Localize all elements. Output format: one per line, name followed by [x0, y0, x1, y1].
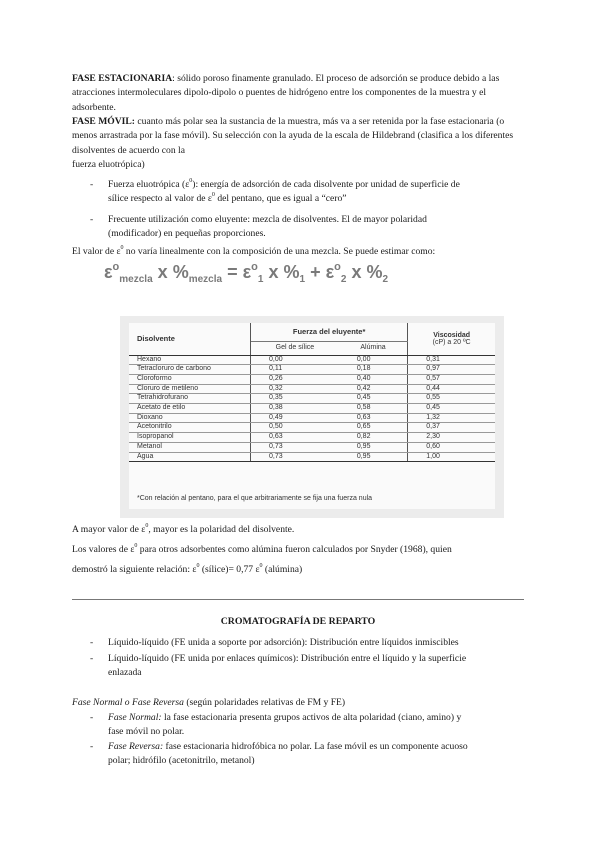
cell-value: 0,11 — [251, 365, 339, 375]
formula-sub: 1 — [257, 274, 264, 285]
formula-sub: 1 — [299, 274, 306, 285]
fase-estacionaria-label: FASE ESTACIONARIA — [72, 73, 173, 84]
valor-epsilon-line — [72, 245, 542, 259]
header-viscosidad — [408, 323, 495, 355]
text: (sílice)= 0,77 ε — [199, 564, 260, 575]
text: no varía linealmente con la composición de una mezcla. Se puede estimar como: — [123, 246, 436, 257]
cell-solvent: Metanol — [129, 442, 251, 452]
cell-value: 0,44 — [408, 384, 495, 394]
cell-solvent: Acetonitrilo — [129, 423, 251, 433]
fase-reversa-item — [108, 740, 528, 769]
reparto-item-2 — [108, 652, 526, 681]
cell-value: 0,58 — [339, 404, 408, 414]
cell-value: 0,45 — [339, 394, 408, 404]
fase-normal-item — [108, 711, 528, 740]
label-italic: Fase Reversa: — [108, 741, 164, 752]
cell-value: 0,65 — [339, 423, 408, 433]
bullet-dash: - — [90, 214, 94, 225]
cell-value: 0,35 — [251, 394, 339, 404]
header-fuerza: Fuerza del eluyente* — [251, 323, 408, 341]
heading-rest: (según polaridades relativas de FM y FE) — [186, 697, 346, 708]
superscript-zero: 0 — [196, 563, 200, 569]
table-row — [129, 413, 495, 423]
fase-movil-text-end: fuerza eluotrópica) — [72, 159, 145, 170]
bullet-fuerza-eluotropica — [108, 178, 526, 207]
text: para otros adsorbentes como alúmina fueron calculados por Snyder (1968), quien — [137, 544, 452, 555]
text: polar; hidrófilo (acetonitrilo, metanol) — [108, 755, 255, 767]
reparto-title: CROMATOGRAFÍA DE REPARTO — [220, 616, 376, 627]
formula-sub: mezcla — [188, 274, 223, 285]
cell-value: 0,95 — [339, 442, 408, 452]
formula-x: x — [157, 262, 168, 282]
superscript-zero: 0 — [120, 245, 124, 251]
mayor-valor-line — [72, 523, 524, 537]
cell-value: 0,42 — [339, 384, 408, 394]
formula-eps: ε — [242, 262, 252, 282]
fase-normal-reversa-heading — [72, 696, 524, 710]
table-row — [129, 433, 495, 443]
cell-value: 0,31 — [408, 355, 495, 365]
text: demostró la siguiente relación: ε — [72, 564, 197, 575]
bullet-text: sílice respecto al valor de ε — [108, 193, 212, 205]
superscript-zero: 0 — [211, 192, 215, 199]
formula-sup: o — [334, 261, 341, 273]
table-row — [129, 374, 495, 384]
formula-pct: % — [283, 262, 300, 282]
table-body — [129, 355, 495, 462]
cell-value: 0,38 — [251, 404, 339, 414]
cell-solvent: Cloruro de metileno — [129, 384, 251, 394]
cell-solvent: Agua — [129, 452, 251, 462]
text: Los valores de ε — [72, 544, 135, 555]
bullet-dash: - — [90, 179, 94, 190]
cell-solvent: Dioxano — [129, 413, 251, 423]
text: Líquido-líquido (FE unida por enlaces químicos): Distribución entre el líquido y la superficie — [108, 653, 467, 664]
formula-pct: % — [366, 262, 383, 282]
superscript-zero: 0 — [259, 563, 263, 569]
cell-value: 0,18 — [339, 365, 408, 375]
formula-sup: o — [112, 261, 120, 273]
header-visc-line2: (cP) a 20 ºC — [432, 338, 471, 346]
cell-solvent: Tetracloruro de carbono — [129, 365, 251, 375]
heading-italic: Fase Normal o Fase Reversa — [72, 697, 187, 708]
bullet-dash: - — [90, 712, 94, 723]
formula-pct: % — [172, 262, 189, 282]
superscript-zero: 0 — [145, 523, 149, 529]
superscript-zero: 0 — [134, 543, 138, 549]
solvent-table — [129, 323, 495, 462]
bullet-text: Frecuente utilización como eluyente: mezcla de disolventes. El de mayor polaridad — [108, 214, 427, 225]
formula-sub: 2 — [382, 274, 389, 285]
header-visc-line1: Viscosidad — [433, 331, 471, 339]
cell-value: 0,40 — [339, 374, 408, 384]
reparto-item-1: Líquido-líquido (FE unida a soporte por adsorción): Distribución entre líquidos inmiscibles — [108, 637, 459, 648]
bullet-dash: - — [90, 653, 94, 664]
formula-sub: mezcla — [119, 274, 153, 285]
formula-eps: ε — [104, 262, 113, 282]
table-row — [129, 365, 495, 375]
cell-value: 0,26 — [251, 374, 339, 384]
text: la fase estacionaria presenta grupos activos de alta polaridad (ciano, amino) y — [161, 712, 462, 723]
table-row — [129, 452, 495, 462]
cell-value: 0,82 — [339, 433, 408, 443]
cell-value: 0,32 — [251, 384, 339, 394]
cell-solvent: Hexano — [129, 355, 251, 365]
table-row — [129, 404, 495, 414]
cell-value: 1,00 — [408, 452, 495, 462]
formula-sup: o — [251, 261, 258, 273]
fase-movil-paragraph — [72, 115, 524, 158]
cell-value: 2,30 — [408, 433, 495, 443]
fase-movil-label: FASE MÓVIL: — [72, 116, 135, 127]
fase-movil-text: cuanto más polar sea la sustancia de la muestra, más va a ser retenida por la fase estacionaria (o menos arrastrada por la fase móvil). Su selección con la ayuda de la escala de Hildebrand (clasifica a los diferentes disolventes de acuerdo con la — [72, 116, 514, 156]
text: El valor de ε — [72, 246, 121, 257]
text: fase móvil no polar. — [108, 726, 185, 738]
bullet-text: ): energía de adsorción de cada disolvente por unidad de superficie de — [192, 179, 460, 190]
cell-value: 1,32 — [408, 413, 495, 423]
formula-x: x — [351, 262, 362, 282]
formula-sub: 2 — [340, 274, 347, 285]
cell-value: 0,57 — [408, 374, 495, 384]
cell-value: 0,95 — [339, 452, 408, 462]
cell-value: 0,49 — [251, 413, 339, 423]
table-row — [129, 384, 495, 394]
cell-value: 0,37 — [408, 423, 495, 433]
cell-solvent: Cloroformo — [129, 374, 251, 384]
bullet-frecuente-utilizacion — [108, 213, 526, 242]
cell-value: 0,73 — [251, 442, 339, 452]
superscript-zero: 0 — [189, 178, 193, 184]
cell-solvent: Isopropanol — [129, 433, 251, 443]
fase-estacionaria-paragraph — [72, 72, 524, 115]
eluotropic-table-image — [120, 316, 504, 518]
snyder-line-2 — [72, 563, 524, 577]
cell-value: 0,45 — [408, 404, 495, 414]
bullet-dash: - — [90, 637, 94, 648]
cell-value: 0,63 — [251, 433, 339, 443]
cell-value: 0,97 — [408, 365, 495, 375]
cell-value: 0,73 — [251, 452, 339, 462]
bullet-text: Fuerza eluotrópica (ε — [108, 179, 190, 190]
formula-eq: = — [227, 262, 238, 282]
mixture-formula — [104, 262, 514, 292]
bullet-dash: - — [90, 741, 94, 752]
table-row — [129, 355, 495, 365]
table-row — [129, 423, 495, 433]
section-divider — [72, 599, 524, 600]
formula-eps: ε — [325, 262, 335, 282]
bullet-text: del pentano, que es igual a “cero” — [214, 193, 347, 205]
label-italic: Fase Normal: — [108, 712, 162, 723]
eluotropic-table — [129, 323, 495, 509]
formula-x: x — [268, 262, 279, 282]
formula-plus: + — [310, 262, 321, 282]
cell-value: 0,63 — [339, 413, 408, 423]
table-footnote: *Con relación al pentano, para el que arbitrariamente se fija una fuerza nula — [137, 495, 373, 502]
cell-value: 0,60 — [408, 442, 495, 452]
table-row — [129, 394, 495, 404]
text: A mayor valor de ε — [72, 524, 146, 535]
header-gel: Gel de sílice — [251, 341, 339, 355]
text: , mayor es la polaridad del disolvente. — [148, 524, 295, 535]
bullet-text: (modificador) en pequeñas proporciones. — [108, 228, 266, 240]
cell-solvent: Acetato de etilo — [129, 404, 251, 414]
header-disolvente: Disolvente — [129, 323, 251, 355]
table-row — [129, 442, 495, 452]
cell-value: 0,55 — [408, 394, 495, 404]
snyder-line-1 — [72, 543, 532, 557]
text: fase estacionaria hidrofóbica no polar. La fase móvil es un componente acuoso — [163, 741, 468, 752]
cell-value: 0,50 — [251, 423, 339, 433]
cell-value: 0,00 — [339, 355, 408, 365]
cell-solvent: Tetrahidrofurano — [129, 394, 251, 404]
fase-estacionaria-text: : sólido poroso finamente granulado. El proceso de adsorción se produce debido a las atracciones intermoleculares dipolo-dipolo o puentes de hidrógeno entre los componentes de la muestra y el adsorbente. — [72, 73, 500, 113]
header-alumina: Alúmina — [339, 341, 408, 355]
cell-value: 0,00 — [251, 355, 339, 365]
text: (alúmina) — [262, 564, 303, 575]
text: enlazada — [108, 667, 142, 679]
